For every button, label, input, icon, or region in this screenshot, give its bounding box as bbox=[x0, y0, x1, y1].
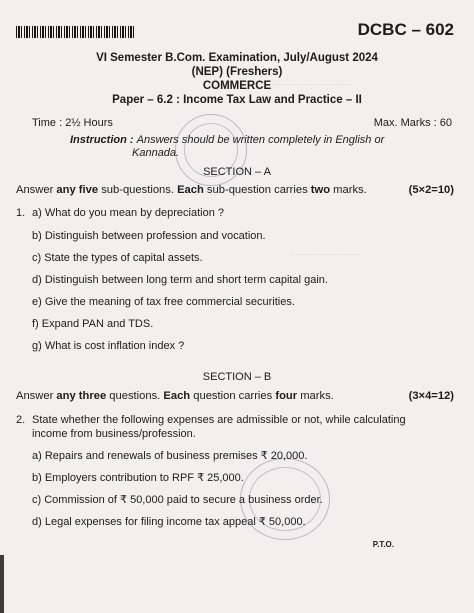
instruction-text: Answers should be written completely in English or bbox=[136, 134, 385, 146]
question-2-number: 2. bbox=[16, 414, 26, 426]
question-1g: g) What is cost inflation index ? bbox=[32, 340, 185, 352]
section-b-marks: (3×4=12) bbox=[408, 390, 454, 402]
question-1a: a) What do you mean by depreciation ? bbox=[32, 207, 225, 219]
question-1f: f) Expand PAN and TDS. bbox=[32, 318, 154, 330]
question-2a: a) Repairs and renewals of business premises ₹ 20,000. bbox=[32, 450, 308, 462]
section-b-instruction: Answer any three questions. Each question carries four marks. bbox=[16, 390, 334, 402]
bleed-through: ~~~~~~~~~~~~~~ bbox=[270, 80, 352, 91]
question-2c: c) Commission of ₹ 50,000 paid to secure a business order. bbox=[32, 494, 323, 506]
pto-label: P.T.O. bbox=[372, 540, 394, 549]
instruction-text-2: Kannada. bbox=[132, 147, 180, 159]
section-a-marks: (5×2=10) bbox=[408, 184, 454, 196]
paper-code: DCBC – 602 bbox=[357, 20, 454, 39]
question-1-number: 1. bbox=[16, 207, 26, 219]
scan-edge bbox=[0, 555, 4, 613]
subject-label: COMMERCE bbox=[202, 80, 272, 92]
question-1b: b) Distinguish between profession and vocation. bbox=[32, 230, 266, 242]
section-b-title: SECTION – B bbox=[202, 371, 272, 383]
question-1c: c) State the types of capital assets. bbox=[32, 252, 203, 264]
question-2-text-line1: State whether the following expenses are admissible or not, while calculating bbox=[32, 414, 406, 426]
section-a-instruction: Answer any five sub-questions. Each sub-question carries two marks. bbox=[16, 184, 367, 196]
instruction-label: Instruction : bbox=[70, 134, 134, 146]
paper-title: Paper – 6.2 : Income Tax Law and Practice – II bbox=[112, 94, 362, 106]
instruction bbox=[70, 134, 460, 147]
exam-title: VI Semester B.Com. Examination, July/August 2024 bbox=[96, 52, 378, 64]
barcode bbox=[16, 26, 134, 38]
section-a-title: SECTION – A bbox=[203, 166, 271, 178]
max-marks-label: Max. Marks : 60 bbox=[373, 117, 452, 129]
question-2-text-line2: income from business/profession. bbox=[32, 428, 196, 440]
question-2d: d) Legal expenses for filing income tax appeal ₹ 50,000. bbox=[32, 516, 306, 528]
question-2b: b) Employers contribution to RPF ₹ 25,000. bbox=[32, 472, 244, 484]
scheme-label: (NEP) (Freshers) bbox=[191, 66, 283, 78]
bleed-through: ~~~~~~~~~~~~ bbox=[290, 250, 361, 261]
time-label: Time : 2½ Hours bbox=[32, 117, 113, 129]
question-1d: d) Distinguish between long term and short term capital gain. bbox=[32, 274, 328, 286]
question-1e: e) Give the meaning of tax free commercial securities. bbox=[32, 296, 295, 308]
